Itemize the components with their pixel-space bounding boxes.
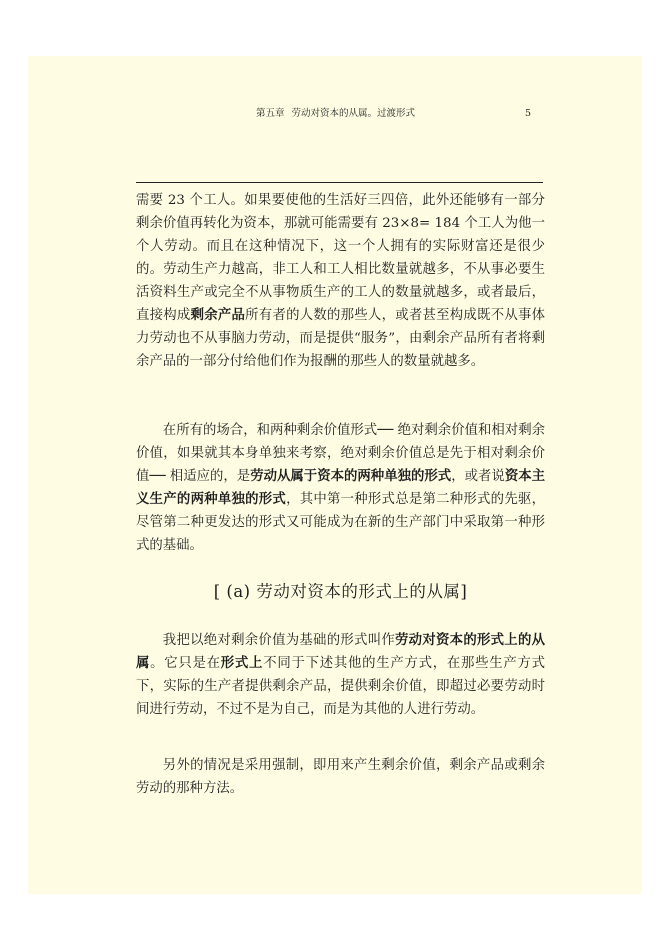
text-run: 我把以绝对剩余价值为基础的形式叫作 [162,633,396,648]
text-run: 所有者的人数的那些人，或者甚至构成既不从事体力劳动也不从事脑力劳动，而是提供“服务”，由剩余产品所有者将剩余产品的一部分付给他们作为报酬的那些人的数量就越多。 [136,308,546,369]
text-run: 另外的情况是采用强制，即用来产生剩余价值，剩余产品或剩余劳动的那种方法。 [136,758,545,796]
bold-term: 资本主义生产的两种单独的形式 [136,469,546,507]
bold-term: 劳动对资本的形式上的从属 [136,633,546,671]
chapter-heading [256,107,422,121]
text-run: 在所有的场合，和两种剩余价值形式── 绝对剩余价值和相对剩余价值，如果就其本身单独来考察，绝对剩余价值总是先于相对剩余价值── 相适应的，是 [136,423,545,484]
chapter-title: 劳动对资本的从属。过渡形式 [291,108,416,119]
text-run: 不同于下述其他的生产方式，在那些生产方式下，实际的生产者提供剩余产品，提供剩余价值，即超过必要劳动时间进行劳动，不过不是为自己，而是为其他的人进行劳动。 [136,656,546,717]
text-run: ，其中第一种形式总是第二种形式的先驱，尽管第二种更发达的形式又可能成为在新的生产部门中采取第一种形式的基础。 [136,492,546,553]
bold-term: 劳动从属于资本的两种单独的形式 [250,469,452,484]
section-title: [ (a) 劳动对资本的形式上的从属] [213,582,468,601]
text-run: 需要 23 个工人。如果要使他的生活好三四倍，此外还能够有一部分剩余价值再转化为资本，那就可能需要有 23×8= 184 个工人为他一个人劳动。而且在这种情况下，这一个人拥有的实际财富还是很少的。劳动生产力越高，非工人和工人相比数量就越多，不从事必要生活资料生产或完全不从事物质生产的工人的数量就越多，或者最后，直接构成 [136,193,545,323]
page-number: 5 [524,108,531,119]
running-header [108,107,543,121]
paragraph-4 [136,754,545,800]
text-run: ，或者说 [451,469,505,484]
paragraph-2 [136,419,545,557]
text-run: 。它只是在 [150,656,221,671]
paragraph-3 [136,629,545,721]
bold-term: 剩余产品 [190,308,246,323]
header-rule [136,182,543,183]
chapter-number: 第五章 [256,108,285,119]
bold-term: 形式上 [220,656,264,671]
paragraph-1 [136,189,545,373]
